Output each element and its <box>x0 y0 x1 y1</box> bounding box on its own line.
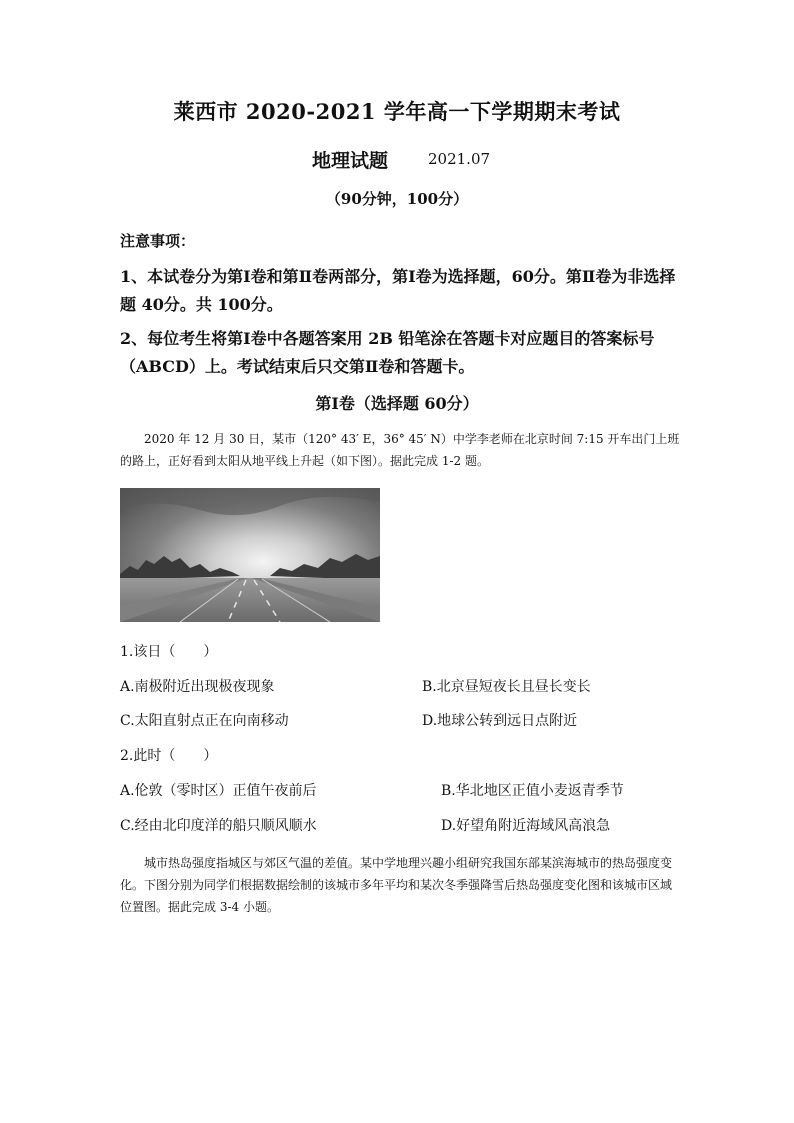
notes-item-1: 1、本试卷分为第Ⅰ卷和第Ⅱ卷两部分，第Ⅰ卷为选择题，60分。第Ⅱ卷为非选择题 40分。共 100分。 <box>120 267 676 314</box>
question-1-option-c: C.太阳直射点正在向南移动 <box>120 713 289 729</box>
notes-heading: 注意事项： <box>120 232 196 250</box>
notes-item-2: 2、每位考生将第Ⅰ卷中各题答案用 2B 铅笔涂在答题卡对应题目的答案标号（ABCD）上。考试结束后只交第Ⅱ卷和答题卡。 <box>120 329 655 376</box>
sunrise-road-photo <box>120 488 380 622</box>
question-2-option-c: C.经由北印度洋的船只顺风顺水 <box>120 818 317 834</box>
question-1-option-a: A.南极附近出现极夜现象 <box>120 679 275 695</box>
question-1-stem: 1.该日（ ） <box>120 644 218 660</box>
section-title: 第Ⅰ卷（选择题 60分） <box>315 394 479 413</box>
exam-duration-score: （90分钟，100分） <box>325 190 469 208</box>
question-2-option-a: A.伦敦（零时区）正值午夜前后 <box>120 783 317 799</box>
question-1-option-b: B.北京昼短夜长且昼长变长 <box>422 679 591 695</box>
exam-title: 莱西市 2020-2021 学年高一下学期期末考试 <box>173 99 621 124</box>
question-2-stem: 2.此时（ ） <box>120 748 218 764</box>
question-2-option-d: D.好望角附近海域风高浪急 <box>441 818 611 834</box>
question-intro: 2020 年 12 月 30 日，某市（120° 43′ E，36° 45′ N）中学李老师在北京时间 7:15 开车出门上班的路上，正好看到太阳从地平线上升起（如下图）。据此完成 1-2 题。 <box>120 432 680 468</box>
question-1-option-d: D.地球公转到远日点附近 <box>422 713 578 729</box>
exam-date: 2021.07 <box>428 150 491 168</box>
exam-subject: 地理试题 <box>312 150 389 172</box>
question-2-option-b: B.华北地区正值小麦返青季节 <box>441 783 624 799</box>
passage-heat-island: 城市热岛强度指城区与郊区气温的差值。某中学地理兴趣小组研究我国东部某滨海城市的热岛强度变化。下图分别为同学们根据数据绘制的该城市多年平均和某次冬季强降雪后热岛强度变化图和该城市区域位置图。据此完成 3-4 小题。 <box>120 856 673 914</box>
